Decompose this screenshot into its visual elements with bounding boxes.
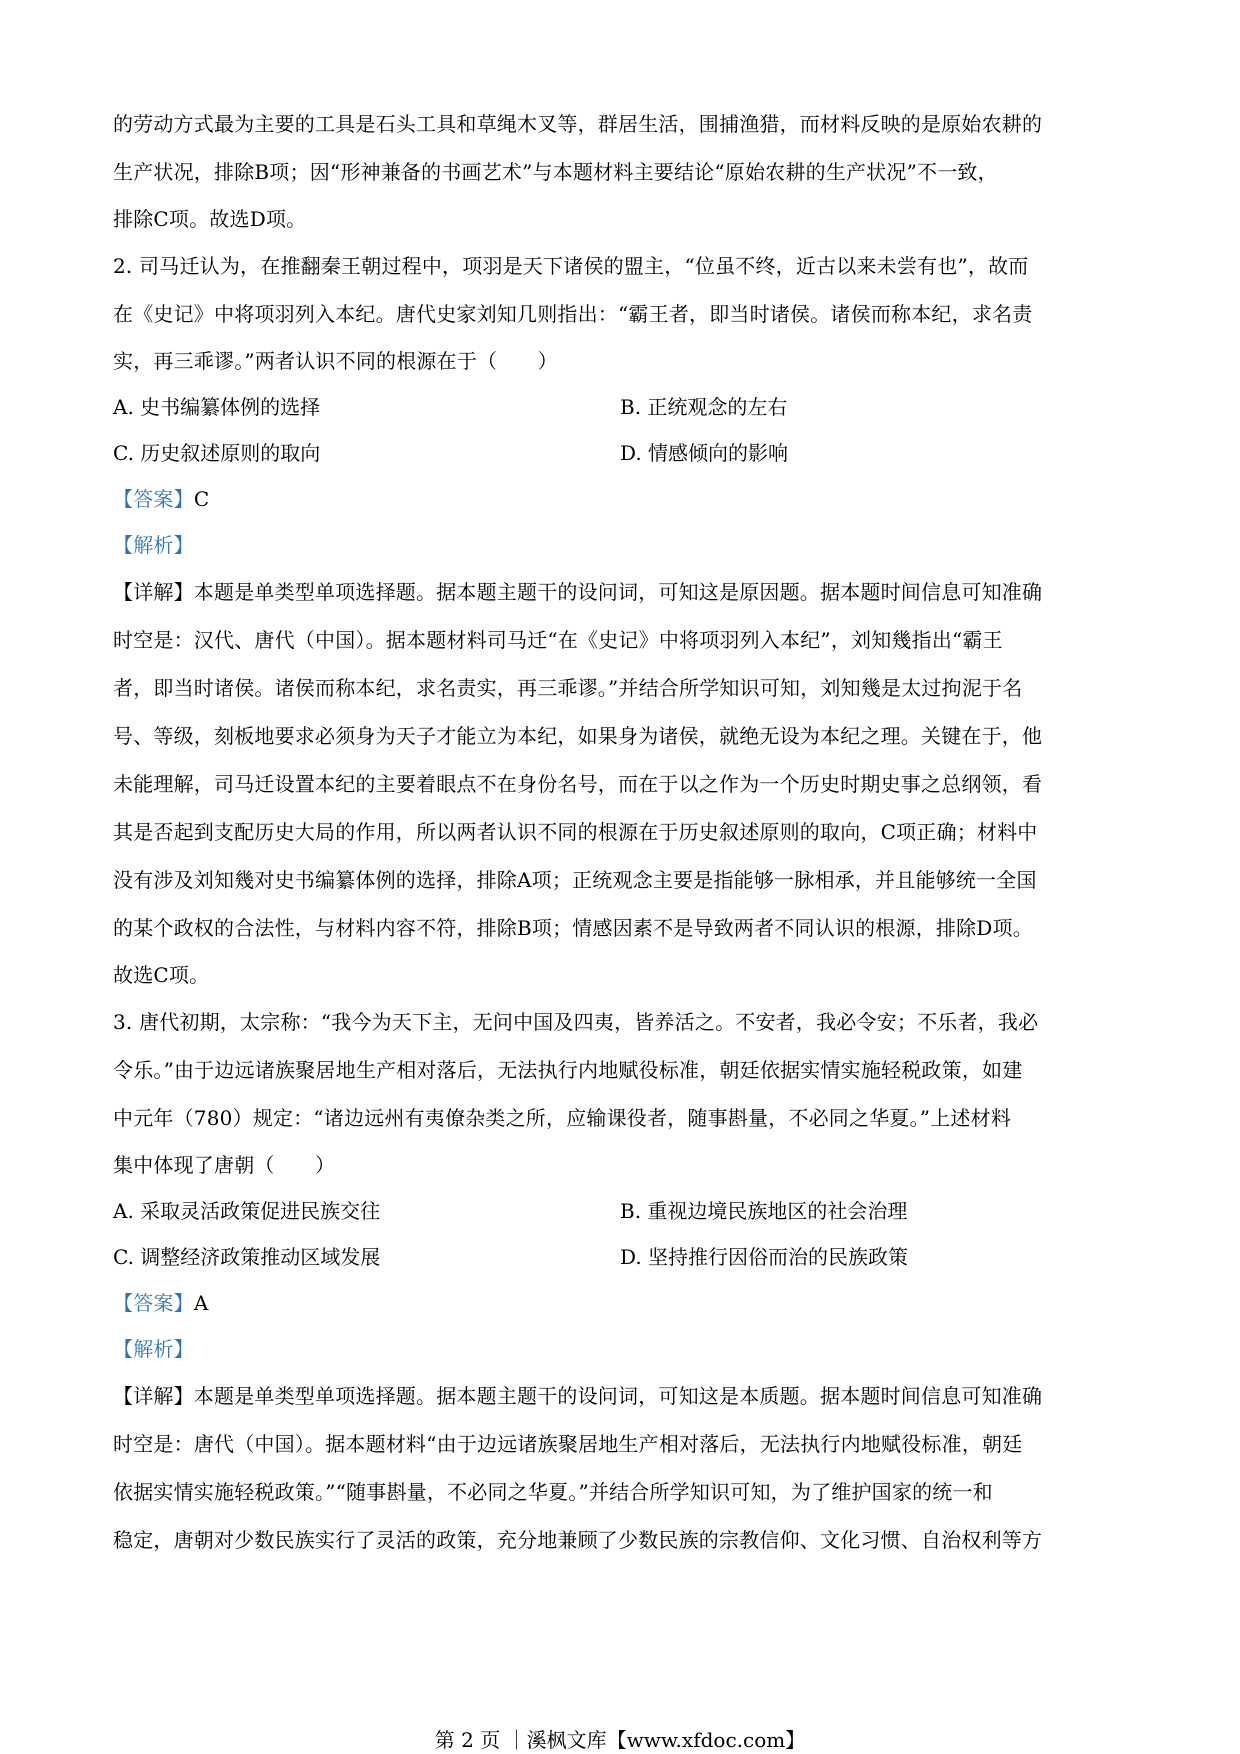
q3-detail-line-4: 稳定，唐朝对少数民族实行了灵活的政策，充分地兼顾了少数民族的宗教信仰、文化习惯、自治权利等方 (113, 1528, 1043, 1552)
q2-stem-line-3: 实，再三乖谬。”两者认识不同的根源在于（ ） (113, 349, 558, 373)
q3-stem-line-4: 集中体现了唐朝（ ） (113, 1153, 336, 1177)
page-content (113, 100, 1125, 1564)
q2-detail-line-8: 的某个政权的合法性，与材料内容不符，排除B项；情感因素不是导致两者不同认识的根源，排除D项。 (113, 916, 1033, 940)
q3-analysis-tag: 【解析】 (113, 1337, 194, 1361)
q3-answer (113, 1280, 1125, 1326)
q2-analysis-tag: 【解析】 (113, 533, 194, 557)
q2-stem-line-2: 在《史记》中将项羽列入本纪。唐代史家刘知几则指出：“霸王者，即当时诸侯。诸侯而称本纪，求名责 (113, 302, 1033, 326)
q2-option-d: D. 情感倾向的影响 (620, 441, 789, 465)
q2-detail-line-2: 时空是：汉代、唐代（中国）。据本题材料司马迁“在《史记》中将项羽列入本纪”，刘知幾指出“霸王 (113, 628, 1003, 652)
intro-line-2: 生产状况，排除B项；因“形神兼备的书画艺术”与本题材料主要结论“原始农耕的生产状况”不一致， (113, 160, 998, 184)
q3-option-c: C. 调整经济政策推动区域发展 (113, 1245, 381, 1269)
q3-option-b: B. 重视边境民族地区的社会治理 (620, 1199, 908, 1223)
q3-stem-line-1: 3. 唐代初期，太宗称：“我今为天下主，无问中国及四夷，皆养活之。不安者，我必令安；不乐者，我必 (113, 1010, 1039, 1034)
q2-option-c: C. 历史叙述原则的取向 (113, 441, 321, 465)
q3-detail-line-1: 【详解】本题是单类型单项选择题。据本题主题干的设问词，可知这是本质题。据本题时间信息可知准确 (113, 1384, 1043, 1408)
q3-answer-value: A (193, 1291, 209, 1315)
q3-analysis (113, 1326, 1125, 1372)
q2-detail-line-9: 故选C项。 (113, 963, 210, 987)
q2-detail-line-4: 号、等级，刻板地要求必须身为天子才能立为本纪，如果身为诸侯，就绝无设为本纪之理。关键在于，他 (113, 724, 1043, 748)
q2-option-b: B. 正统观念的左右 (620, 395, 788, 419)
q3-option-a: A. 采取灵活政策促进民族交往 (113, 1199, 381, 1223)
q2-detail-line-7: 没有涉及刘知幾对史书编纂体例的选择，排除A项；正统观念主要是指能够一脉相承，并且能够统一全国 (113, 868, 1037, 892)
q2-detail-line-6: 其是否起到支配历史大局的作用，所以两者认识不同的根源在于历史叙述原则的取向，C项正确；材料中 (113, 820, 1038, 844)
q3-option-d: D. 坚持推行因俗而治的民族政策 (620, 1245, 909, 1269)
q2-answer-value: C (193, 487, 210, 511)
q2-detail-line-3: 者，即当时诸侯。诸侯而称本纪，求名责实，再三乖谬。”并结合所学知识可知，刘知幾是太过拘泥于名 (113, 676, 1023, 700)
q2-stem-line-1: 2. 司马迁认为，在推翻秦王朝过程中，项羽是天下诸侯的盟主，“位虽不终，近古以来未尝有也”，故而 (113, 254, 1029, 278)
intro-line-1: 的劳动方式最为主要的工具是石头工具和草绳木叉等，群居生活，围捕渔猎，而材料反映的是原始农耕的 (113, 112, 1043, 136)
q3-detail-line-2: 时空是：唐代（中国）。据本题材料“由于边远诸族聚居地生产相对落后，无法执行内地赋役标准，朝廷 (113, 1432, 1023, 1456)
q2-detail-line-1: 【详解】本题是单类型单项选择题。据本题主题干的设问词，可知这是原因题。据本题时间信息可知准确 (113, 580, 1043, 604)
q3-options-row-2 (113, 1234, 1125, 1280)
q3-answer-tag: 【答案】 (113, 1291, 194, 1315)
q2-options-row-2 (113, 430, 1125, 476)
q3-stem-line-3: 中元年（780）规定：“诸边远州有夷僚杂类之所，应输课役者，随事斟量，不必同之华夏。”上述材料 (113, 1106, 1012, 1130)
q3-options-row-1 (113, 1188, 1125, 1234)
q3-stem-line-2: 令乐。”由于边远诸族聚居地生产相对落后，无法执行内地赋役标准，朝廷依据实情实施轻税政策，如建 (113, 1058, 1023, 1082)
q2-answer-tag: 【答案】 (113, 487, 194, 511)
q2-analysis (113, 522, 1125, 568)
q3-detail-line-3: 依据实情实施轻税政策。”“随事斟量，不必同之华夏。”并结合所学知识可知，为了维护国家的统一和 (113, 1480, 993, 1504)
q2-option-a: A. 史书编纂体例的选择 (113, 395, 321, 419)
q2-answer (113, 476, 1125, 522)
q2-detail-line-5: 未能理解，司马迁设置本纪的主要着眼点不在身份名号，而在于以之作为一个历史时期史事之总纲领，看 (113, 772, 1043, 796)
intro-line-3: 排除C项。故选D项。 (113, 207, 307, 231)
page-footer: 第 2 页 ｜溪枫文库【www.xfdoc.com】 (434, 1728, 806, 1752)
q2-options-row-1 (113, 384, 1125, 430)
